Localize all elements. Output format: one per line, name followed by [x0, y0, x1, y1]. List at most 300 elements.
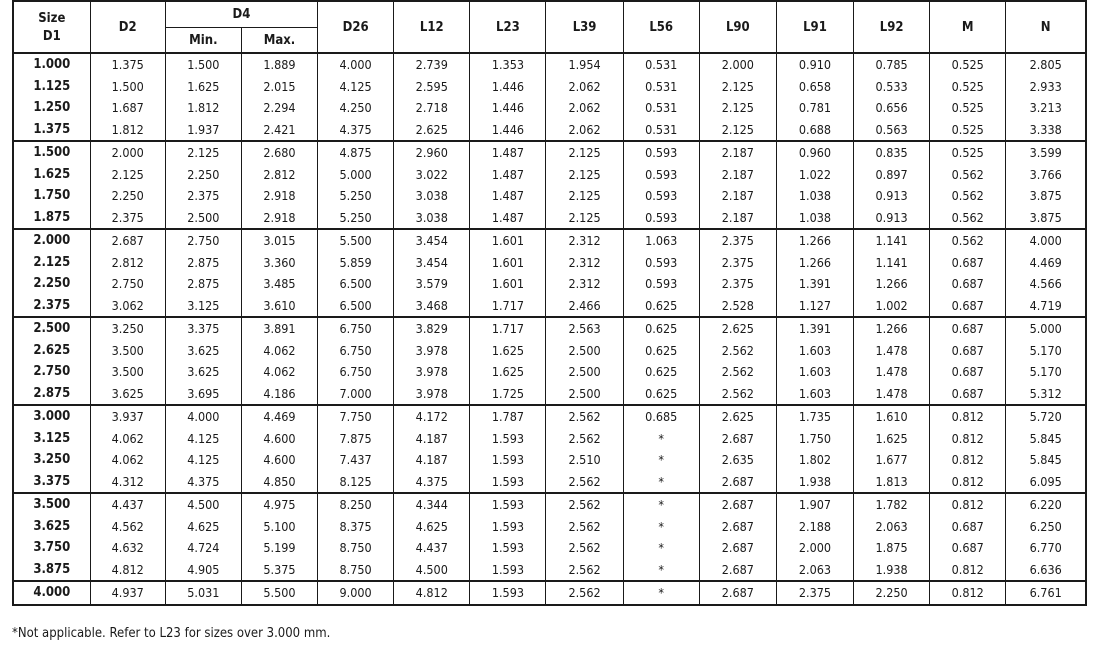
value-cell: 3.599: [1006, 141, 1086, 164]
value-cell: 4.312: [90, 471, 165, 494]
value-cell: 0.960: [776, 141, 853, 164]
value-cell: 4.375: [394, 471, 470, 494]
value-cell: 3.500: [90, 361, 165, 383]
table-row: [13, 273, 1086, 295]
m-header: M: [930, 1, 1006, 53]
value-cell: 1.625: [165, 76, 241, 98]
value-cell: 7.437: [318, 449, 394, 471]
value-cell: 0.625: [623, 361, 699, 383]
value-cell: 1.593: [470, 493, 546, 516]
value-cell: 2.680: [241, 141, 317, 164]
value-cell: 4.375: [318, 119, 394, 142]
value-cell: 0.687: [930, 317, 1006, 340]
value-cell: 0.531: [623, 97, 699, 119]
value-cell: 0.812: [930, 405, 1006, 428]
value-cell: 0.562: [930, 229, 1006, 252]
value-cell: 1.500: [165, 53, 241, 76]
value-cell: 2.125: [699, 97, 776, 119]
table-row: [13, 559, 1086, 582]
size-cell: 3.875: [13, 559, 90, 582]
d4-min-header: Min.: [165, 28, 241, 54]
value-cell: 2.510: [546, 449, 623, 471]
size-cell: 1.500: [13, 141, 90, 164]
table-row: [13, 428, 1086, 450]
size-cell: 2.750: [13, 361, 90, 383]
value-cell: 0.812: [930, 581, 1006, 605]
value-cell: 0.687: [930, 273, 1006, 295]
table-row: [13, 141, 1086, 164]
value-cell: 4.875: [318, 141, 394, 164]
value-cell: 0.687: [930, 516, 1006, 538]
value-cell: 3.454: [394, 229, 470, 252]
value-cell: 4.719: [1006, 295, 1086, 318]
n-header: N: [1006, 1, 1086, 53]
value-cell: 2.125: [546, 185, 623, 207]
value-cell: 0.913: [854, 185, 930, 207]
table-row: [13, 119, 1086, 142]
value-cell: 2.063: [776, 559, 853, 582]
value-cell: 4.500: [165, 493, 241, 516]
d2-header: D2: [90, 1, 165, 53]
table-row: [13, 340, 1086, 362]
value-cell: 4.600: [241, 449, 317, 471]
table-row: [13, 229, 1086, 252]
value-cell: 0.913: [854, 207, 930, 230]
value-cell: 2.187: [699, 141, 776, 164]
dimensions-table: [12, 0, 1087, 606]
value-cell: 0.562: [930, 185, 1006, 207]
value-cell: 2.000: [90, 141, 165, 164]
value-cell: 2.750: [90, 273, 165, 295]
value-cell: 5.199: [241, 537, 317, 559]
value-cell: 3.937: [90, 405, 165, 428]
value-cell: 7.000: [318, 383, 394, 406]
size-cell: 1.375: [13, 119, 90, 142]
value-cell: 2.250: [165, 164, 241, 186]
value-cell: 1.266: [854, 317, 930, 340]
value-cell: 2.125: [699, 76, 776, 98]
value-cell: 2.960: [394, 141, 470, 164]
value-cell: 2.687: [699, 471, 776, 494]
value-cell: *: [623, 471, 699, 494]
value-cell: 3.125: [165, 295, 241, 318]
size-cell: 3.250: [13, 449, 90, 471]
value-cell: 3.625: [165, 361, 241, 383]
value-cell: 4.125: [165, 449, 241, 471]
value-cell: 2.312: [546, 252, 623, 274]
table-row: [13, 516, 1086, 538]
value-cell: 2.312: [546, 273, 623, 295]
value-cell: 2.812: [241, 164, 317, 186]
footnote: *Not applicable. Refer to L23 for sizes over 3.000 mm.: [12, 626, 331, 641]
value-cell: 1.625: [470, 361, 546, 383]
value-cell: 3.038: [394, 207, 470, 230]
value-cell: 2.375: [699, 229, 776, 252]
value-cell: 3.038: [394, 185, 470, 207]
value-cell: 1.500: [90, 76, 165, 98]
value-cell: 3.485: [241, 273, 317, 295]
size-d1-header: [13, 1, 90, 53]
value-cell: *: [623, 516, 699, 538]
value-cell: 3.978: [394, 340, 470, 362]
value-cell: 5.500: [318, 229, 394, 252]
value-cell: 3.695: [165, 383, 241, 406]
value-cell: 3.766: [1006, 164, 1086, 186]
value-cell: 1.063: [623, 229, 699, 252]
value-cell: 1.603: [776, 361, 853, 383]
value-cell: 1.687: [90, 97, 165, 119]
table-row: [13, 53, 1086, 76]
value-cell: 0.781: [776, 97, 853, 119]
size-label: Size: [38, 10, 66, 26]
table-row: [13, 295, 1086, 318]
value-cell: 4.250: [318, 97, 394, 119]
value-cell: 1.391: [776, 317, 853, 340]
value-cell: 2.500: [546, 383, 623, 406]
value-cell: 3.338: [1006, 119, 1086, 142]
d1-label: D1: [42, 28, 61, 44]
size-cell: 1.000: [13, 53, 90, 76]
l23-header: L23: [470, 1, 546, 53]
table-row: [13, 185, 1086, 207]
d4-max-header: Max.: [241, 28, 317, 54]
value-cell: 3.875: [1006, 185, 1086, 207]
value-cell: 8.250: [318, 493, 394, 516]
value-cell: 1.002: [854, 295, 930, 318]
value-cell: 1.601: [470, 229, 546, 252]
value-cell: 2.294: [241, 97, 317, 119]
value-cell: 2.687: [699, 581, 776, 605]
value-cell: 0.687: [930, 361, 1006, 383]
value-cell: 1.593: [470, 559, 546, 582]
value-cell: 2.187: [699, 207, 776, 230]
value-cell: 2.528: [699, 295, 776, 318]
value-cell: 2.500: [546, 340, 623, 362]
value-cell: 2.875: [165, 273, 241, 295]
value-cell: 6.770: [1006, 537, 1086, 559]
value-cell: 5.031: [165, 581, 241, 605]
value-cell: 0.812: [930, 559, 1006, 582]
value-cell: 2.562: [546, 471, 623, 494]
table-row: [13, 252, 1086, 274]
value-cell: 5.845: [1006, 428, 1086, 450]
value-cell: 1.446: [470, 97, 546, 119]
value-cell: 6.095: [1006, 471, 1086, 494]
value-cell: 1.954: [546, 53, 623, 76]
value-cell: 2.918: [241, 207, 317, 230]
size-cell: 2.000: [13, 229, 90, 252]
value-cell: 1.813: [854, 471, 930, 494]
value-cell: 1.038: [776, 207, 853, 230]
value-cell: 3.360: [241, 252, 317, 274]
value-cell: 4.469: [241, 405, 317, 428]
value-cell: 1.478: [854, 340, 930, 362]
value-cell: 4.186: [241, 383, 317, 406]
value-cell: 2.125: [546, 207, 623, 230]
value-cell: 2.687: [90, 229, 165, 252]
value-cell: 2.562: [546, 516, 623, 538]
value-cell: 2.562: [546, 559, 623, 582]
value-cell: 2.562: [699, 383, 776, 406]
table-row: [13, 97, 1086, 119]
value-cell: 1.677: [854, 449, 930, 471]
value-cell: 2.918: [241, 185, 317, 207]
value-cell: 2.062: [546, 97, 623, 119]
value-cell: 4.187: [394, 449, 470, 471]
value-cell: 0.593: [623, 273, 699, 295]
value-cell: 2.125: [546, 141, 623, 164]
value-cell: 4.437: [394, 537, 470, 559]
value-cell: 2.062: [546, 119, 623, 142]
value-cell: 3.610: [241, 295, 317, 318]
size-cell: 2.625: [13, 340, 90, 362]
value-cell: 1.782: [854, 493, 930, 516]
value-cell: 2.933: [1006, 76, 1086, 98]
value-cell: 5.170: [1006, 340, 1086, 362]
value-cell: 4.500: [394, 559, 470, 582]
value-cell: 5.000: [318, 164, 394, 186]
value-cell: 0.562: [930, 164, 1006, 186]
value-cell: 2.812: [90, 252, 165, 274]
value-cell: 2.375: [699, 273, 776, 295]
value-cell: 2.125: [699, 119, 776, 142]
value-cell: 0.835: [854, 141, 930, 164]
value-cell: 1.478: [854, 383, 930, 406]
d4-header: D4: [165, 1, 317, 28]
value-cell: 4.905: [165, 559, 241, 582]
value-cell: 7.875: [318, 428, 394, 450]
value-cell: 6.500: [318, 273, 394, 295]
value-cell: 2.562: [546, 405, 623, 428]
value-cell: 1.375: [90, 53, 165, 76]
value-cell: 2.187: [699, 164, 776, 186]
value-cell: 0.785: [854, 53, 930, 76]
size-cell: 1.875: [13, 207, 90, 230]
size-cell: 3.000: [13, 405, 90, 428]
value-cell: 2.562: [699, 340, 776, 362]
size-cell: 2.375: [13, 295, 90, 318]
value-cell: 2.421: [241, 119, 317, 142]
value-cell: 1.603: [776, 383, 853, 406]
table-row: [13, 164, 1086, 186]
value-cell: 2.739: [394, 53, 470, 76]
value-cell: 0.531: [623, 53, 699, 76]
value-cell: 1.610: [854, 405, 930, 428]
value-cell: 0.593: [623, 185, 699, 207]
value-cell: 2.375: [699, 252, 776, 274]
value-cell: 1.937: [165, 119, 241, 142]
value-cell: 0.687: [930, 383, 1006, 406]
value-cell: 1.735: [776, 405, 853, 428]
value-cell: 3.875: [1006, 207, 1086, 230]
value-cell: 6.750: [318, 340, 394, 362]
value-cell: 5.375: [241, 559, 317, 582]
value-cell: 1.391: [776, 273, 853, 295]
value-cell: 4.125: [165, 428, 241, 450]
value-cell: 1.022: [776, 164, 853, 186]
value-cell: 3.468: [394, 295, 470, 318]
value-cell: 4.344: [394, 493, 470, 516]
value-cell: 2.063: [854, 516, 930, 538]
value-cell: 1.593: [470, 581, 546, 605]
value-cell: *: [623, 559, 699, 582]
l56-header: L56: [623, 1, 699, 53]
size-cell: 2.250: [13, 273, 90, 295]
value-cell: 0.531: [623, 76, 699, 98]
value-cell: 4.566: [1006, 273, 1086, 295]
value-cell: 1.601: [470, 273, 546, 295]
value-cell: 1.487: [470, 141, 546, 164]
value-cell: 2.562: [546, 537, 623, 559]
value-cell: 2.718: [394, 97, 470, 119]
table-row: [13, 405, 1086, 428]
value-cell: 5.250: [318, 207, 394, 230]
value-cell: 1.907: [776, 493, 853, 516]
value-cell: 1.750: [776, 428, 853, 450]
value-cell: 8.375: [318, 516, 394, 538]
value-cell: 2.625: [699, 317, 776, 340]
value-cell: 0.687: [930, 252, 1006, 274]
value-cell: 6.636: [1006, 559, 1086, 582]
value-cell: 1.446: [470, 119, 546, 142]
value-cell: 4.562: [90, 516, 165, 538]
value-cell: 4.000: [165, 405, 241, 428]
value-cell: 4.600: [241, 428, 317, 450]
value-cell: 2.595: [394, 76, 470, 98]
value-cell: 0.687: [930, 295, 1006, 318]
value-cell: 2.635: [699, 449, 776, 471]
l90-header: L90: [699, 1, 776, 53]
value-cell: 5.312: [1006, 383, 1086, 406]
value-cell: 2.250: [90, 185, 165, 207]
value-cell: 2.562: [546, 581, 623, 605]
value-cell: 2.687: [699, 428, 776, 450]
value-cell: 2.805: [1006, 53, 1086, 76]
value-cell: 1.812: [90, 119, 165, 142]
value-cell: 6.250: [1006, 516, 1086, 538]
value-cell: 1.487: [470, 164, 546, 186]
value-cell: 2.687: [699, 493, 776, 516]
value-cell: 3.250: [90, 317, 165, 340]
value-cell: 3.625: [165, 340, 241, 362]
value-cell: 5.000: [1006, 317, 1086, 340]
d26-header: D26: [318, 1, 394, 53]
value-cell: 3.829: [394, 317, 470, 340]
value-cell: 0.625: [623, 383, 699, 406]
value-cell: 5.720: [1006, 405, 1086, 428]
value-cell: 2.466: [546, 295, 623, 318]
value-cell: 2.375: [776, 581, 853, 605]
size-cell: 1.625: [13, 164, 90, 186]
value-cell: 2.312: [546, 229, 623, 252]
l91-header: L91: [776, 1, 853, 53]
value-cell: *: [623, 581, 699, 605]
l39-header: L39: [546, 1, 623, 53]
value-cell: 3.500: [90, 340, 165, 362]
value-cell: 0.812: [930, 428, 1006, 450]
size-cell: 3.750: [13, 537, 90, 559]
size-cell: 3.500: [13, 493, 90, 516]
value-cell: 2.687: [699, 537, 776, 559]
value-cell: 0.562: [930, 207, 1006, 230]
size-cell: 2.875: [13, 383, 90, 406]
value-cell: 3.978: [394, 383, 470, 406]
value-cell: 2.625: [394, 119, 470, 142]
value-cell: 2.000: [699, 53, 776, 76]
table-row: [13, 207, 1086, 230]
size-cell: 1.750: [13, 185, 90, 207]
value-cell: 2.125: [90, 164, 165, 186]
value-cell: 4.172: [394, 405, 470, 428]
value-cell: 4.632: [90, 537, 165, 559]
value-cell: 3.454: [394, 252, 470, 274]
value-cell: 3.062: [90, 295, 165, 318]
value-cell: 0.525: [930, 53, 1006, 76]
value-cell: 3.891: [241, 317, 317, 340]
value-cell: 2.375: [165, 185, 241, 207]
value-cell: 0.910: [776, 53, 853, 76]
value-cell: 3.022: [394, 164, 470, 186]
value-cell: 3.625: [90, 383, 165, 406]
value-cell: 5.859: [318, 252, 394, 274]
value-cell: 4.850: [241, 471, 317, 494]
table-row: [13, 383, 1086, 406]
value-cell: 4.125: [318, 76, 394, 98]
value-cell: 2.562: [699, 361, 776, 383]
value-cell: 9.000: [318, 581, 394, 605]
value-cell: 4.937: [90, 581, 165, 605]
value-cell: 2.250: [854, 581, 930, 605]
value-cell: 1.266: [854, 273, 930, 295]
value-cell: 6.761: [1006, 581, 1086, 605]
value-cell: 0.625: [623, 295, 699, 318]
size-cell: 2.125: [13, 252, 90, 274]
value-cell: 0.593: [623, 207, 699, 230]
value-cell: 4.469: [1006, 252, 1086, 274]
value-cell: 1.889: [241, 53, 317, 76]
value-cell: 4.062: [90, 428, 165, 450]
value-cell: 6.220: [1006, 493, 1086, 516]
value-cell: 6.750: [318, 361, 394, 383]
value-cell: 2.062: [546, 76, 623, 98]
value-cell: 4.187: [394, 428, 470, 450]
value-cell: 0.593: [623, 141, 699, 164]
l92-header: L92: [854, 1, 930, 53]
value-cell: 1.601: [470, 252, 546, 274]
table-row: [13, 581, 1086, 605]
value-cell: 1.141: [854, 229, 930, 252]
value-cell: 1.446: [470, 76, 546, 98]
value-cell: 4.625: [165, 516, 241, 538]
value-cell: *: [623, 493, 699, 516]
value-cell: *: [623, 449, 699, 471]
value-cell: 2.000: [776, 537, 853, 559]
value-cell: 1.593: [470, 471, 546, 494]
value-cell: 4.062: [90, 449, 165, 471]
value-cell: 1.478: [854, 361, 930, 383]
value-cell: 4.062: [241, 340, 317, 362]
value-cell: 4.812: [394, 581, 470, 605]
value-cell: 8.750: [318, 537, 394, 559]
value-cell: 1.812: [165, 97, 241, 119]
value-cell: 2.562: [546, 493, 623, 516]
table-row: [13, 449, 1086, 471]
size-cell: 1.250: [13, 97, 90, 119]
value-cell: 0.658: [776, 76, 853, 98]
table-header: [13, 1, 1086, 53]
value-cell: 8.750: [318, 559, 394, 582]
value-cell: 2.187: [699, 185, 776, 207]
